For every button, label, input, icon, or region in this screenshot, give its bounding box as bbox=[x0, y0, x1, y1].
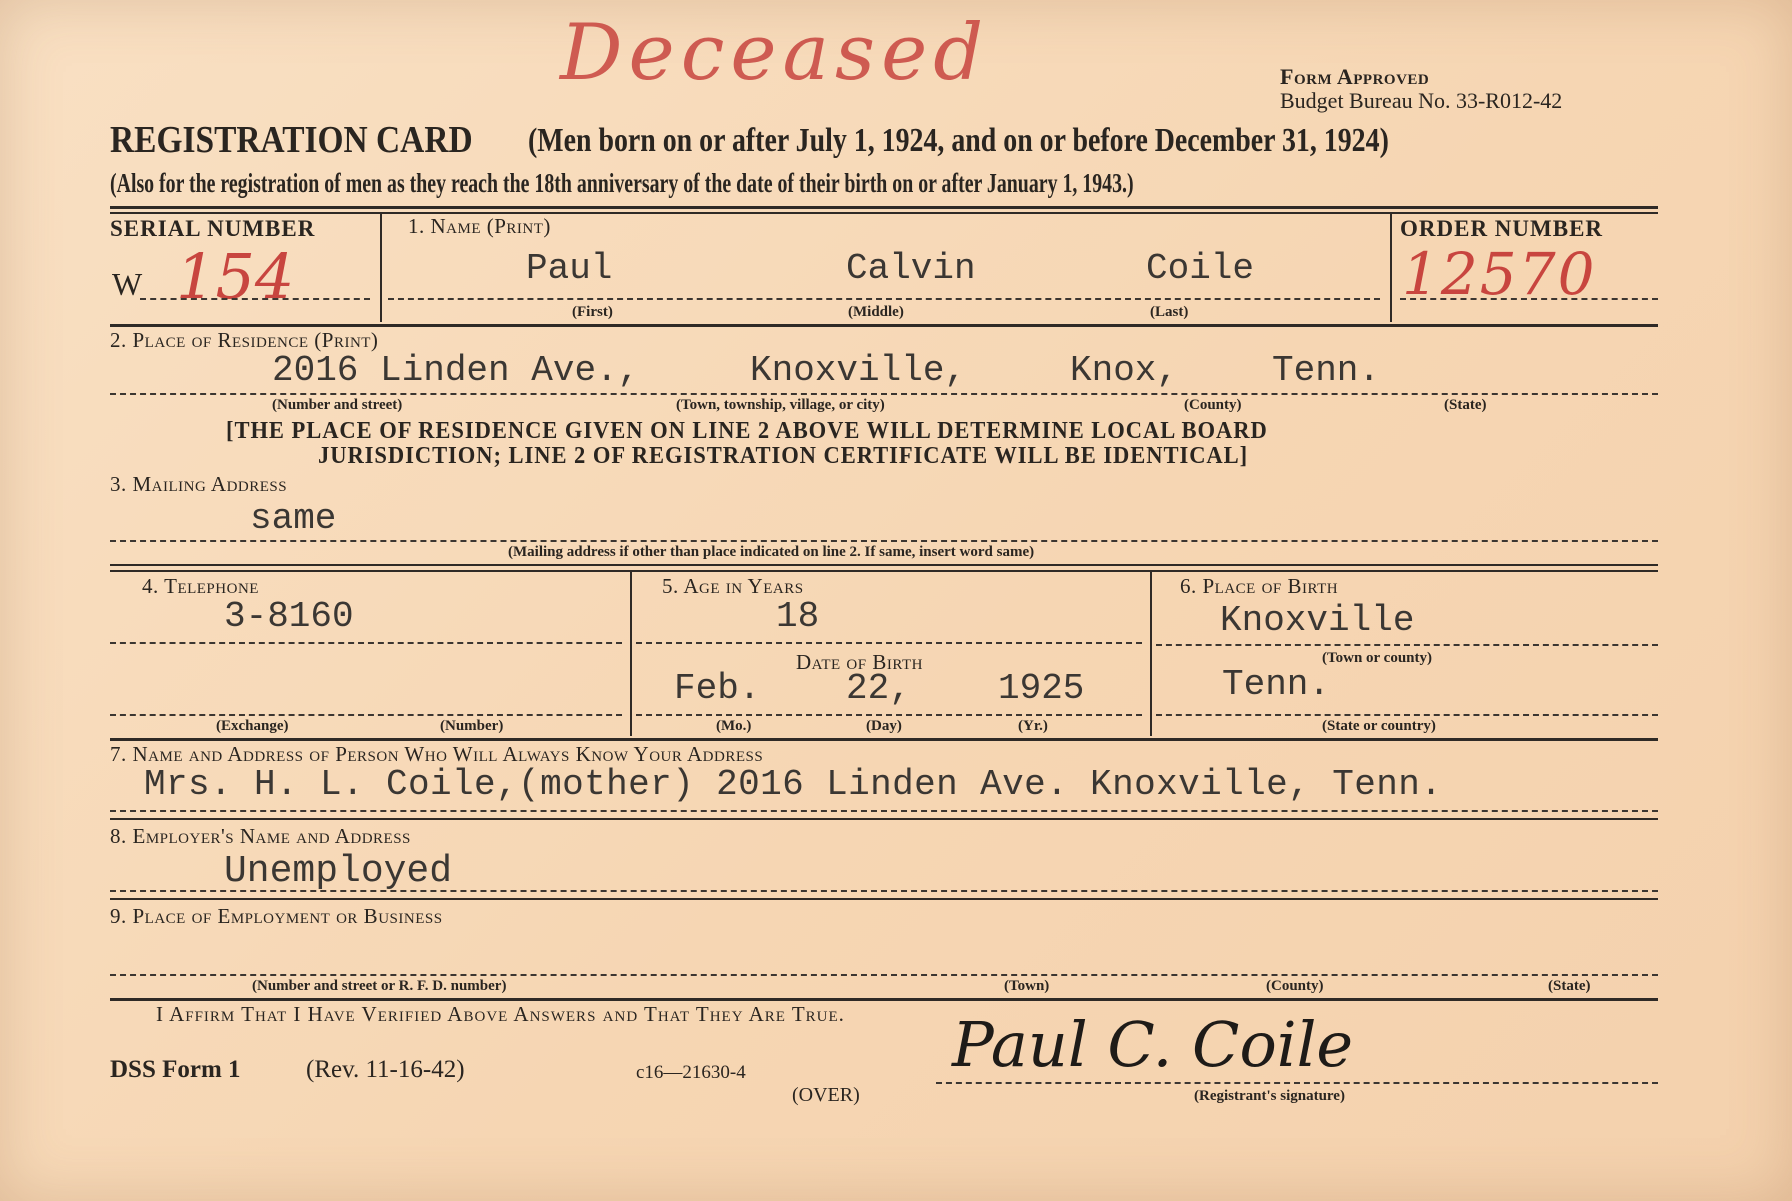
form-revision: (Rev. 11-16-42) bbox=[306, 1056, 465, 1083]
birthplace-underline-2 bbox=[1156, 714, 1658, 716]
name-middle-caption: (Middle) bbox=[848, 304, 904, 320]
mailing-value: same bbox=[250, 498, 337, 539]
contact-underline bbox=[110, 810, 1658, 812]
age-underline bbox=[636, 642, 1142, 644]
employment-place-underline bbox=[110, 974, 1658, 976]
form-approved: Form Approved bbox=[1280, 64, 1430, 89]
mailing-label: 3. Mailing Address bbox=[110, 472, 288, 496]
employment-place-label: 9. Place of Employment or Business bbox=[110, 904, 443, 928]
name-first-caption: (First) bbox=[572, 304, 613, 320]
residence-street-caption: (Number and street) bbox=[272, 397, 403, 413]
budget-bureau-number: Budget Bureau No. 33-R012-42 bbox=[1280, 88, 1563, 113]
birthplace-underline-1 bbox=[1156, 644, 1658, 646]
residence-notice-2: JURISDICTION; LINE 2 OF REGISTRATION CERTIFICATE WILL BE IDENTICAL] bbox=[318, 443, 1249, 469]
residence-street: 2016 Linden Ave., bbox=[272, 350, 640, 391]
telephone-underline-1 bbox=[110, 642, 622, 644]
dob-month: Feb. bbox=[674, 668, 761, 709]
telephone-label: 4. Telephone bbox=[142, 574, 259, 598]
registrant-signature: Paul C. Coile bbox=[952, 1008, 1354, 1081]
birthplace-town-caption: (Town or county) bbox=[1322, 650, 1433, 666]
card-subtitle: (Men born on or after July 1, 1924, and on or before December 31, 1924) bbox=[528, 122, 1389, 159]
rule-employer-bottom bbox=[110, 898, 1658, 900]
employment-town-caption: (Town) bbox=[1004, 978, 1050, 994]
serial-underline bbox=[140, 298, 370, 300]
mailing-underline bbox=[110, 540, 1658, 542]
residence-county-caption: (County) bbox=[1184, 397, 1242, 413]
residence-state-caption: (State) bbox=[1444, 397, 1487, 413]
contact-value: Mrs. H. L. Coile,(mother) 2016 Linden Ave. Knoxville, Tenn. bbox=[144, 764, 1443, 805]
name-first: Paul bbox=[526, 248, 613, 289]
dob-year-caption: (Yr.) bbox=[1018, 718, 1048, 734]
residence-town-caption: (Town, township, village, or city) bbox=[676, 397, 885, 413]
serial-value: 154 bbox=[176, 240, 295, 313]
order-underline bbox=[1400, 298, 1658, 300]
dob-label: Date of Birth bbox=[796, 650, 923, 674]
birthplace-state-caption: (State or country) bbox=[1322, 718, 1436, 734]
order-divider bbox=[1390, 214, 1392, 322]
residence-state: Tenn. bbox=[1272, 350, 1381, 391]
employer-label: 8. Employer's Name and Address bbox=[110, 824, 411, 848]
employment-street-caption: (Number and street or R. F. D. number) bbox=[252, 978, 507, 994]
residence-underline bbox=[110, 393, 1658, 395]
mailing-caption: (Mailing address if other than place indicated on line 2. If same, insert word same) bbox=[508, 544, 1035, 560]
rule-employment-bottom bbox=[110, 998, 1658, 1001]
contact-label: 7. Name and Address of Person Who Will Always Know Your Address bbox=[110, 742, 764, 766]
age-divider bbox=[1150, 572, 1152, 736]
name-label: 1. Name (Print) bbox=[408, 214, 551, 238]
form-number: DSS Form 1 bbox=[110, 1056, 241, 1083]
rule-mailing-1 bbox=[110, 564, 1658, 566]
dob-year: 1925 bbox=[998, 668, 1085, 709]
dob-underline bbox=[636, 714, 1142, 716]
rule-top-2 bbox=[110, 212, 1658, 214]
residence-town: Knoxville, bbox=[750, 350, 967, 391]
name-middle: Calvin bbox=[846, 248, 976, 289]
print-code: c16—21630-4 bbox=[636, 1062, 746, 1083]
employer-value: Unemployed bbox=[224, 850, 453, 893]
rule-mailing-2 bbox=[110, 570, 1658, 572]
telephone-number-caption: (Number) bbox=[440, 718, 504, 734]
telephone-exchange-caption: (Exchange) bbox=[216, 718, 289, 734]
order-label: ORDER NUMBER bbox=[1400, 216, 1604, 241]
residence-label: 2. Place of Residence (Print) bbox=[110, 328, 379, 352]
serial-prefix: W bbox=[112, 266, 143, 302]
dob-day-caption: (Day) bbox=[866, 718, 902, 734]
dob-day: 22, bbox=[846, 668, 911, 709]
affirmation: I Affirm That I Have Verified Above Answers and That They Are True. bbox=[156, 1002, 845, 1026]
signature-line bbox=[936, 1082, 1658, 1084]
over-note: (OVER) bbox=[792, 1084, 860, 1106]
age-value: 18 bbox=[776, 596, 820, 637]
telephone-divider bbox=[630, 572, 632, 736]
rule-top-1 bbox=[110, 206, 1658, 209]
rule-section4-bottom bbox=[110, 738, 1658, 741]
card-title: REGISTRATION CARD bbox=[110, 119, 473, 161]
card-note: (Also for the registration of men as they reach the 18th anniversary of the date of their birth on or after January 1, 1943.) bbox=[110, 168, 1134, 198]
name-underline bbox=[388, 298, 1380, 300]
telephone-value: 3-8160 bbox=[224, 596, 354, 637]
birthplace-label: 6. Place of Birth bbox=[1180, 574, 1339, 598]
telephone-underline-2 bbox=[110, 714, 622, 716]
rule-name-bottom bbox=[110, 324, 1658, 327]
employment-county-caption: (County) bbox=[1266, 978, 1324, 994]
age-label: 5. Age in Years bbox=[662, 574, 804, 598]
order-value: 12570 bbox=[1402, 240, 1597, 308]
deceased-handwriting: Deceased bbox=[560, 8, 990, 98]
dob-month-caption: (Mo.) bbox=[716, 718, 752, 734]
rule-contact-bottom bbox=[110, 818, 1658, 820]
signature-caption: (Registrant's signature) bbox=[1194, 1088, 1345, 1104]
employer-underline bbox=[110, 890, 1658, 892]
serial-label: SERIAL NUMBER bbox=[110, 216, 316, 241]
residence-county: Knox, bbox=[1070, 350, 1179, 391]
birthplace-state: Tenn. bbox=[1222, 664, 1331, 705]
serial-divider bbox=[380, 214, 382, 322]
name-last-caption: (Last) bbox=[1150, 304, 1189, 320]
name-last: Coile bbox=[1146, 248, 1255, 289]
birthplace-town: Knoxville bbox=[1220, 600, 1415, 641]
residence-notice-1: [THE PLACE OF RESIDENCE GIVEN ON LINE 2 ABOVE WILL DETERMINE LOCAL BOARD bbox=[226, 418, 1268, 444]
employment-state-caption: (State) bbox=[1548, 978, 1591, 994]
